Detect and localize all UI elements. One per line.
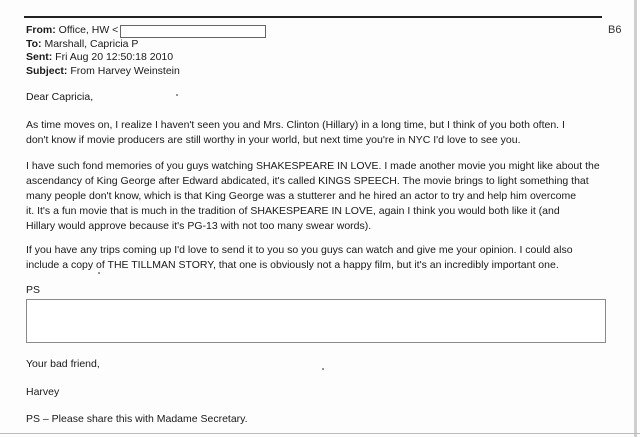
paragraph-line: ascendancy of King George after Edward abdicated, it's called KINGS SPEECH. The movie brings to light something that [26, 175, 589, 187]
paragraph-line: it. It's a fun movie that is much in the tradition of SHAKESPEARE IN LOVE, again I think you would both like it (and [26, 205, 560, 217]
ps-label: PS [26, 284, 41, 296]
to-value: Marshall, Capricia P [44, 37, 139, 50]
paragraph-2 [26, 159, 606, 234]
paragraph-line: don't know if movie producers are still worthy in your world, but next time you're in NYC I'd love to see you. [26, 134, 521, 146]
scan-speck [176, 94, 178, 96]
paragraph-1 [26, 118, 606, 148]
paragraph-3 [26, 243, 606, 273]
scan-speck [322, 368, 324, 370]
ps-redaction-box [26, 299, 606, 343]
to-label: To: [26, 37, 42, 50]
subject-row [26, 65, 266, 79]
sent-label: Sent: [26, 51, 53, 63]
sent-value: Fri Aug 20 12:50:18 2010 [55, 51, 174, 63]
paragraph-line: include a copy of THE TILLMAN STORY, that one is obviously not a happy film, but it's an incredibly important one. [26, 259, 559, 271]
sent-row [26, 51, 266, 65]
to-row [26, 38, 266, 52]
postscript: PS – Please share this with Madame Secretary. [26, 413, 248, 425]
paragraph-line: If you have any trips coming up I'd love to send it to you so you guys can watch and give me your opinion. I could also [26, 244, 573, 256]
paragraph-line: Hillary would approve because it's PG-13 with not too many swear words). [26, 220, 372, 232]
paragraph-line: many people don't know, which is that King George was a stutterer and he hired an actor to try and help him overcome [26, 190, 577, 202]
page-edge [634, 0, 637, 437]
subject-value: From Harvey Weinstein [70, 64, 180, 77]
from-label: From: [26, 24, 56, 36]
redaction-box [120, 25, 266, 38]
email-header [26, 24, 266, 78]
salutation: Dear Capricia, [26, 91, 94, 103]
bottom-divider [0, 433, 640, 434]
scan-speck [98, 272, 100, 274]
from-row [26, 24, 266, 38]
closing: Your bad friend, [26, 358, 100, 370]
paragraph-line: I have such fond memories of you guys watching SHAKESPEARE IN LOVE. I made another movie you might like about the [26, 160, 600, 172]
from-value: Office, HW < [58, 24, 119, 36]
exemption-code: B6 [608, 24, 622, 36]
paragraph-line: As time moves on, I realize I haven't seen you and Mrs. Clinton (Hillary) in a long time, but I think of you both often. I [26, 119, 565, 131]
top-divider [24, 16, 602, 18]
subject-label: Subject: [26, 64, 68, 77]
signature: Harvey [26, 386, 60, 398]
